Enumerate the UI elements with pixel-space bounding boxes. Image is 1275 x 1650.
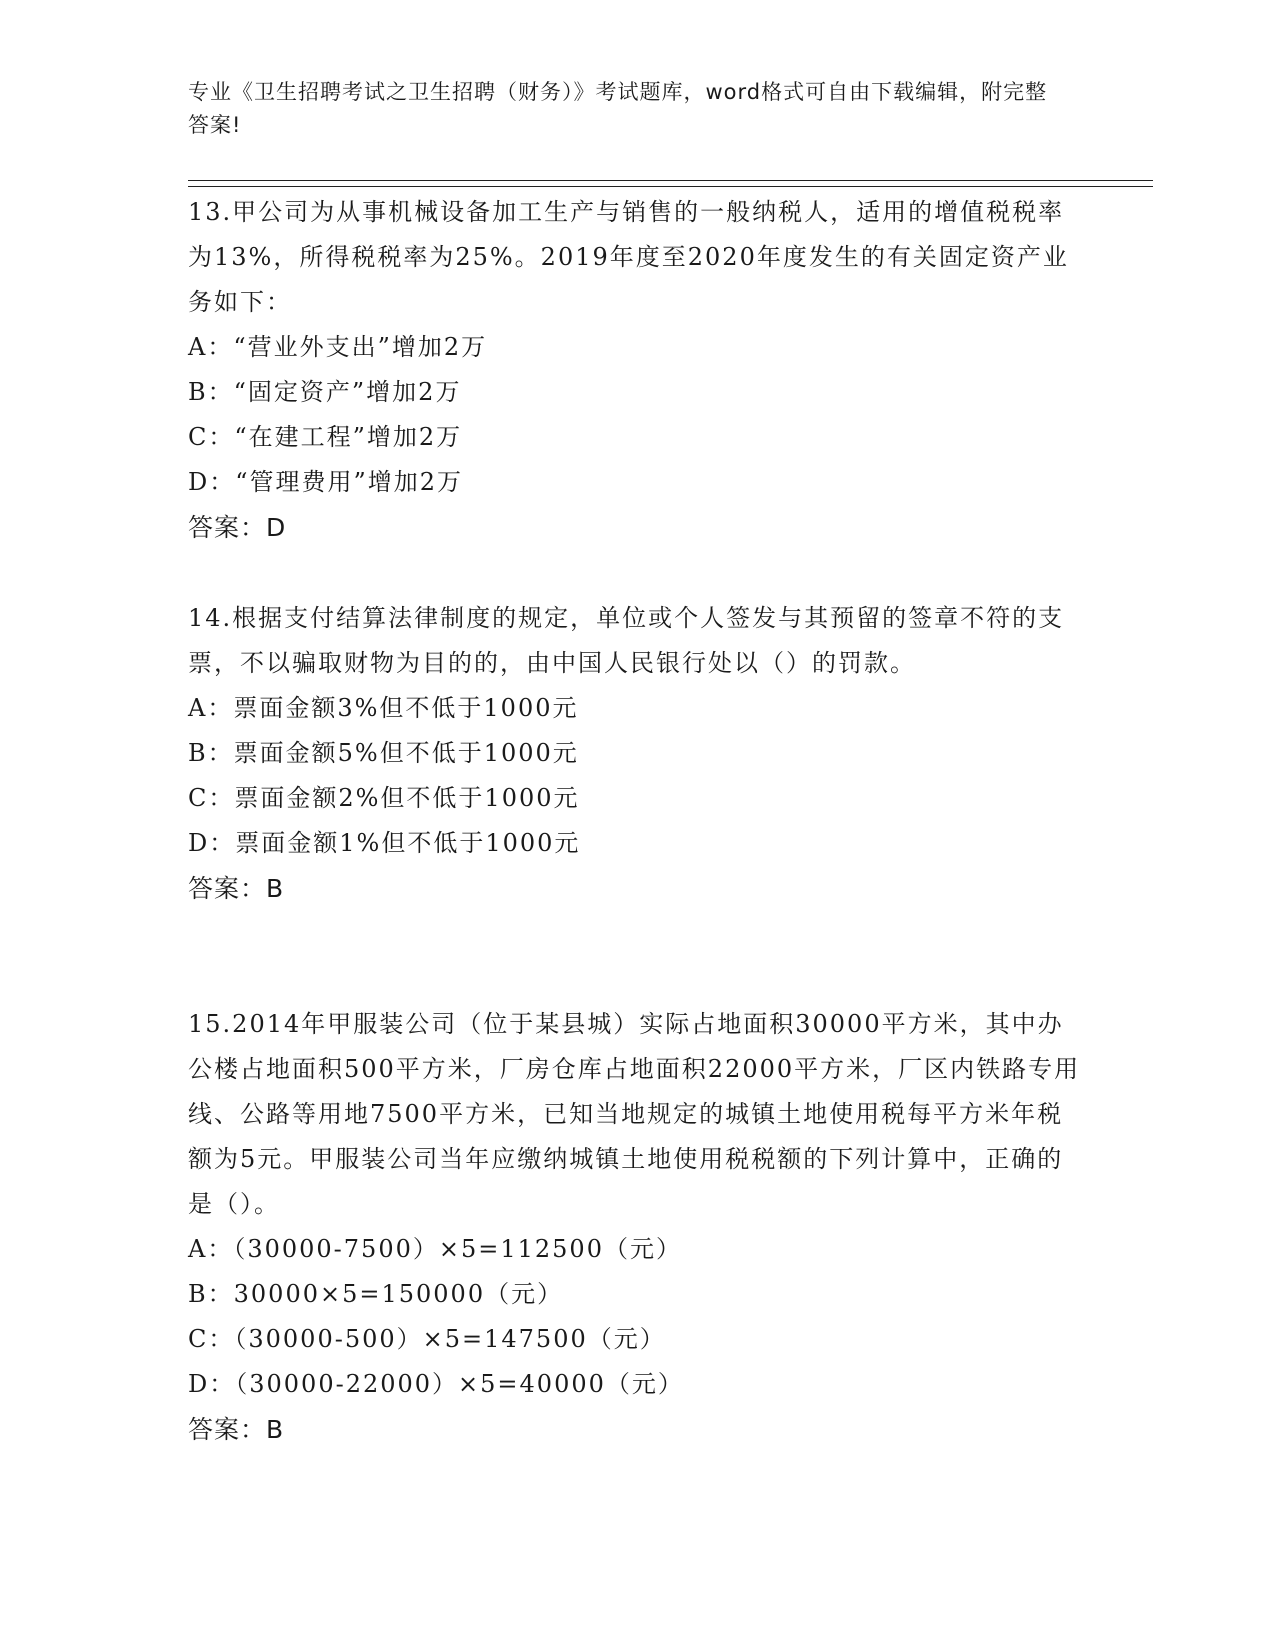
header-divider-line [188, 180, 1153, 181]
answer-line: 答案：B [188, 1415, 285, 1444]
question-stem: 13.甲公司为从事机械设备加工生产与销售的一般纳税人，适用的增值税税率为13%，所得税税率为25%。2019年度至2020年度发生的有关固定资产业务如下： [188, 198, 1069, 316]
question-14 [188, 596, 1088, 911]
option-d: D：（30000-22000）×5=40000（元） [188, 1370, 684, 1398]
question-13 [188, 190, 1088, 550]
option-d: D：票面金额1%但不低于1000元 [188, 829, 581, 857]
option-b: B：票面金额5%但不低于1000元 [188, 739, 579, 767]
option-c: C：票面金额2%但不低于1000元 [188, 784, 580, 812]
answer-line: 答案：B [188, 874, 285, 903]
header-divider-line-secondary [188, 186, 1153, 187]
option-c: C：“在建工程”增加2万 [188, 423, 463, 451]
option-c: C：（30000-500）×5=147500（元） [188, 1325, 666, 1353]
option-b: B：“固定资产”增加2万 [188, 378, 462, 406]
answer-line: 答案：D [188, 513, 287, 542]
option-b: B：30000×5=150000（元） [188, 1280, 564, 1308]
option-a: A：票面金额3%但不低于1000元 [188, 694, 579, 722]
document-header-text: 专业《卫生招聘考试之卫生招聘（财务）》考试题库，word格式可自由下载编辑，附完整答案! [188, 80, 1048, 137]
option-a: A：“营业外支出”增加2万 [188, 333, 488, 361]
option-a: A：（30000-7500）×5=112500（元） [188, 1235, 682, 1263]
question-15 [188, 1002, 1088, 1452]
question-stem: 14.根据支付结算法律制度的规定，单位或个人签发与其预留的签章不符的支票，不以骗取财物为目的的，由中国人民银行处以（）的罚款。 [188, 604, 1065, 677]
question-stem: 15.2014年甲服装公司（位于某县城）实际占地面积30000平方米，其中办公楼占地面积500平方米，厂房仓库占地面积22000平方米，厂区内铁路专用线、公路等用地7500平方米，已知当地规定的城镇土地使用税每平方米年税额为5元。甲服装公司当年应缴纳城镇土地使用税税额的下列计算中，正确的是（）。 [188, 1010, 1081, 1218]
option-d: D：“管理费用”增加2万 [188, 468, 464, 496]
